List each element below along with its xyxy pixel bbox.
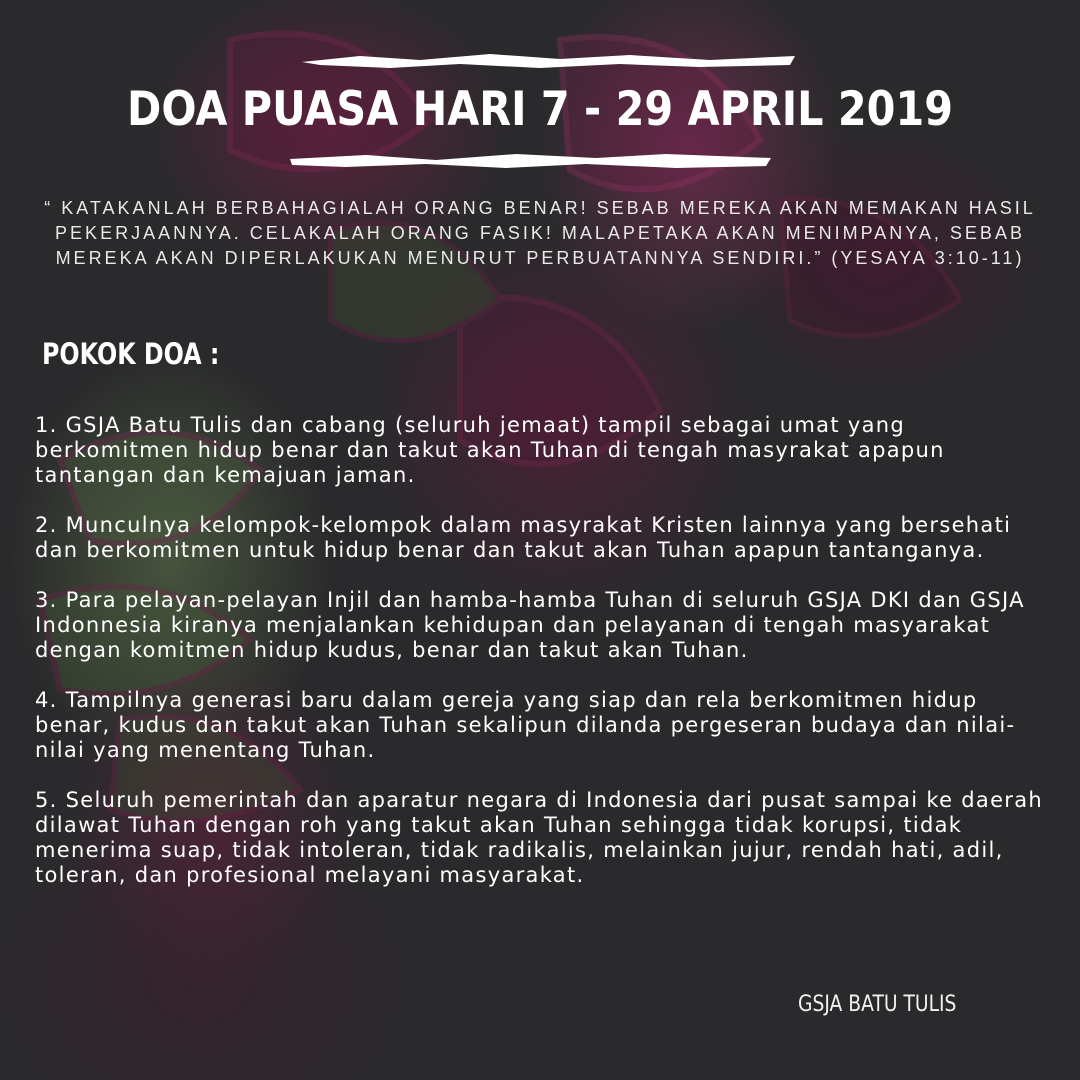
church-name-footer: GSJA BATU TULIS bbox=[798, 992, 957, 1017]
prayer-point-1: 1. GSJA Batu Tulis dan cabang (seluruh jemaat) tampil sebagai umat yang berkomitmen hidup benar dan takut akan Tuhan di tengah masyrakat apapun tantangan dan kemajuan jaman. bbox=[35, 413, 945, 487]
bible-verse-quote: “ KATAKANLAH BERBAHAGIALAH ORANG BENAR! SEBAB MEREKA AKAN MEMAKAN HASIL PEKERJAANNYA. CELAKALAH ORANG FASIK! MALAPETAKA AKAN MENIMPANYA, SEBAB MEREKA AKAN DIPERLAKUKAN MENURUT PERBUATANNYA SENDIRI.” (YESAYA 3:10-11) bbox=[44, 198, 1036, 268]
prayer-point-2: 2. Munculnya kelompok-kelompok dalam masyrakat Kristen lainnya yang bersehati dan berkomitmen untuk hidup benar dan takut akan Tuhan apapun tantanganya. bbox=[35, 513, 1012, 562]
prayer-points-heading: POKOK DOA : bbox=[42, 337, 220, 371]
prayer-point-4: 4. Tampilnya generasi baru dalam gereja yang siap dan rela berkomitmen hidup benar, kudus dan takut akan Tuhan sekalipun dilanda pergeseran budaya dan nilai-nilai yang menentang Tuhan. bbox=[35, 688, 1016, 762]
bottom-brush-stroke bbox=[286, 150, 776, 172]
prayer-points-list bbox=[35, 413, 1050, 913]
top-brush-stroke bbox=[300, 50, 800, 72]
prayer-point-5: 5. Seluruh pemerintah dan aparatur negara di Indonesia dari pusat sampai ke daerah dilawat Tuhan dengan roh yang takut akan Tuhan sehingga tidak korupsi, tidak menerima suap, tidak intoleran, tidak radikalis, melainkan jujur, rendah hati, adil, toleran, dan profesional melayani masyarakat. bbox=[35, 788, 1044, 887]
poster-title: DOA PUASA HARI 7 - 29 APRIL 2019 bbox=[126, 82, 954, 137]
prayer-point-3: 3. Para pelayan-pelayan Injil dan hamba-hamba Tuhan di seluruh GSJA DKI dan GSJA Indonnesia kiranya menjalankan kehidupan dan pelayanan di tengah masyarakat dengan komitmen hidup kudus, benar dan takut akan Tuhan. bbox=[35, 588, 1025, 662]
